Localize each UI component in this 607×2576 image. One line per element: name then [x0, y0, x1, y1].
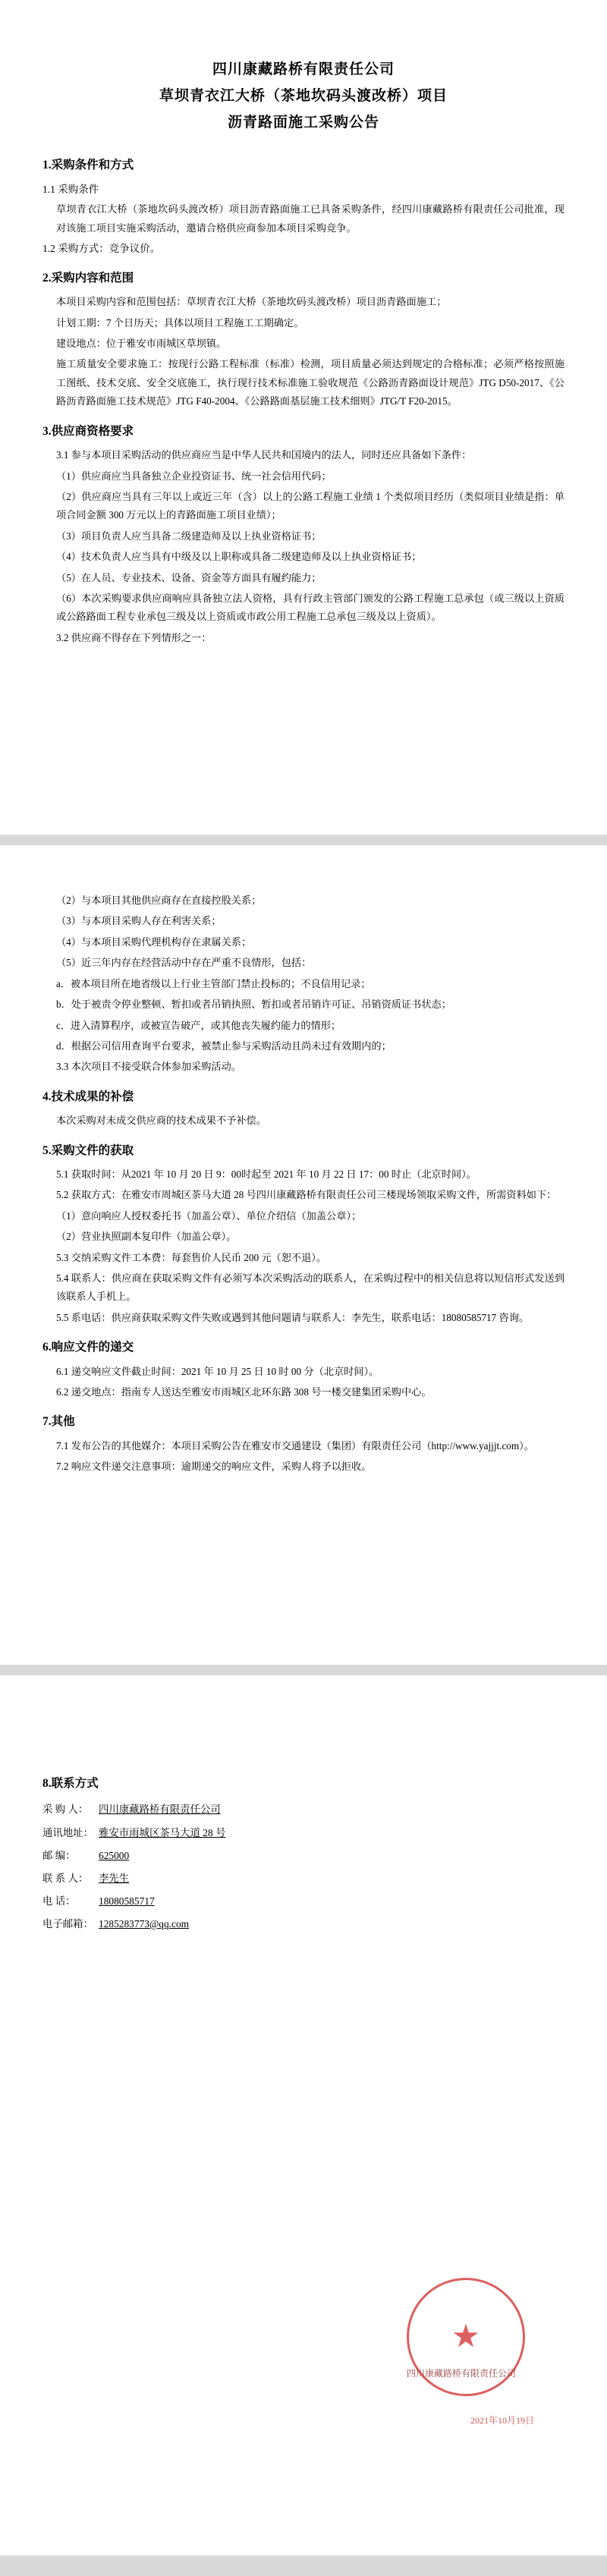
contact-label-buyer: 采 购 人：: [42, 1804, 89, 1816]
page-2: [0, 845, 607, 1665]
section-6-paragraph-2: 6.2 递交地点：指南专人送达至雅安市雨城区北环东路 308 号一楼交建集团采购中心。: [56, 1386, 432, 1398]
section-5-paragraph-1: 5.1 获取时间：从2021 年 10 月 20 日 9：00时起至 2021 年 10 月 22 日 17：00 时止（北京时间）。: [56, 1168, 476, 1180]
contact-row-email: [42, 1913, 565, 1936]
section-7-paragraph-1: 7.1 发布公告的其他媒介：本项目采购公告在雅安市交通建设（集团）有限责任公司（http://www.yajjjt.com）。: [56, 1439, 534, 1452]
section-3-item-2: （2）供应商应当具有三年以上或近三年（含）以上的公路工程施工业绩 1 个类似项目经历（类似项目业绩是指：单项合同金额 300 万元以上的青路面施工项目业绩）；: [56, 490, 565, 521]
section-5-paragraph-3: 5.3 交纳采购文件工本费：每套售价人民币 200 元（恕不退）。: [56, 1251, 327, 1263]
title-line-2: 草坝青衣江大桥（茶地坎码头渡改桥）项目: [159, 88, 448, 105]
section-3b-item-1: （2）与本项目其他供应商存在直接控股关系；: [56, 895, 262, 906]
section-3-item-3: （3）项目负责人应当具备二级建造师及以上执业资格证书；: [56, 530, 322, 542]
section-heading-4: 4.技术成果的补偿: [42, 1090, 134, 1103]
contact-label-address: 通讯地址：: [42, 1826, 93, 1838]
title-line-1: 四川康藏路桥有限责任公司: [212, 61, 395, 77]
section-3-item-4: （4）技术负责人应当具有中级及以上职称或具备二级建造师及以上执业资格证书；: [56, 551, 422, 563]
section-heading-7: 7.其他: [42, 1415, 75, 1429]
contact-value-phone: 18080585717: [99, 1895, 155, 1907]
section-2-paragraph-1: 本项目采购内容和范围包括：草坝青衣江大桥（茶地坎码头渡改桥）项目沥青路面施工；: [56, 296, 447, 308]
section-1-paragraph-1: 草坝青衣江大桥（茶地坎码头渡改桥）项目沥青路面施工已具备采购条件，经四川康藏路桥有限责任公司批准，现对该施工项目实施采购活动，邀请合格供应商参加本项目采购竞争。: [56, 203, 565, 234]
page-1: [0, 0, 607, 835]
contact-section: [42, 1774, 565, 1936]
section-heading-3: 3.供应商资格要求: [42, 424, 134, 438]
section-7-paragraph-2: 7.2 响应文件递交注意事项：逾期递交的响应文件，采购人将予以拒收。: [56, 1461, 372, 1473]
page-3: [0, 1675, 607, 2556]
section-3b-item-2: （3）与本项目采购人存在利害关系；: [56, 915, 222, 927]
contact-row-buyer: [42, 1798, 565, 1821]
document-title: [42, 56, 565, 136]
section-2-paragraph-3: 建设地点：位于雅安市雨城区草坝镇。: [56, 338, 227, 350]
section-2-paragraph-2: 计划工期：7 个日历天；具体以项目工程施工工期确定。: [56, 316, 304, 329]
section-5-paragraph-5: 5.5 系电话：供应商获取采购文件失败或遇到其他问题请与联系人：李先生，联系电话：18080585717 咨询。: [56, 1311, 530, 1323]
contact-row-person: [42, 1867, 565, 1890]
contact-value-person: 李先生: [99, 1872, 130, 1884]
contact-label-phone: 电 话：: [42, 1895, 76, 1907]
section-heading-2: 2.采购内容和范围: [42, 271, 134, 285]
contact-label-email: 电子邮箱：: [42, 1918, 93, 1930]
section-2-paragraph-4: 施工质量安全要求施工：按现行公路工程标准（标准）检测，项目质量必须达到规定的合格标准；必须严格按照施工图纸、技术交底、安全交底施工，执行现行技术标准施工验收规范《公路沥青路面设计规范》JTG D50-2017、《公路沥青路面施工技术规范》JTG F40-2004、《公路路面基层施工技术细则》JTG/T F20-2015。: [56, 358, 565, 407]
section-3b-subitem-c: c．进入清算程序，或被宣告破产，或其他丧失履约能力的情形；: [56, 1019, 341, 1031]
section-heading-8: 8.联系方式: [42, 1777, 99, 1790]
section-heading-6: 6.响应文件的递交: [42, 1341, 134, 1354]
section-3-item-5: （5）在人员、专业技术、设备、资金等方面具有履约能力；: [56, 571, 322, 583]
seal-date: 2021年10月19日: [470, 2415, 534, 2426]
section-5-paragraph-2: 5.2 获取方式：在雅安市周城区茶马大道 28 号四川康藏路桥有限责任公司三楼现场领取采购文件，所需资料如下：: [56, 1189, 557, 1201]
seal-org-name: 四川康藏路桥有限责任公司: [406, 2368, 516, 2379]
section-4-paragraph: 本次采购对未成交供应商的技术成果不予补偿。: [56, 1115, 266, 1127]
section-heading-1: 1.采购条件和方式: [42, 159, 134, 172]
section-1-sub-2: 1.2 采购方式：竞争议价。: [42, 243, 161, 255]
contact-value-address: 雅安市雨城区茶马大道 28 号: [99, 1826, 226, 1838]
section-heading-5: 5.采购文件的获取: [42, 1143, 134, 1157]
section-3b-item-4: （5）近三年内存在经营活动中存在严重不良情形，包括：: [56, 957, 312, 969]
section-3b-subitem-a: a．被本项目所在地省级以上行业主管部门禁止投标的；不良信用记录；: [56, 977, 371, 989]
section-3-paragraph-1: 3.1 参与本项目采购活动的供应商应当是中华人民共和国境内的法人，同时还应具备如下条件：: [56, 449, 472, 461]
section-5-item-1: （1）意向响应人授权委托书（加盖公章）、单位介绍信（加盖公章）；: [56, 1209, 362, 1222]
contact-value-buyer: 四川康藏路桥有限责任公司: [99, 1804, 221, 1816]
section-3b-item-3: （4）与本项目采购代理机构存在隶属关系；: [56, 936, 252, 948]
contact-value-postcode: 625000: [99, 1849, 130, 1861]
contact-value-email: 1285283773@qq.com: [99, 1918, 190, 1930]
section-5-paragraph-4: 5.4 联系人：供应商在获取采购文件有必须写本次采购活动的联系人，在采购过程中的相关信息将以短信形式发送到该联系人手机上。: [56, 1272, 565, 1303]
section-5-item-2: （2）营业执照副本复印件（加盖公章）。: [56, 1231, 237, 1243]
section-1-sub-1: 1.1 采购条件: [42, 183, 99, 195]
contact-label-postcode: 邮 编：: [42, 1849, 76, 1861]
section-6-paragraph-1: 6.1 递交响应文件截止时间：2021 年 10 月 25 日 10 时 00 分（北京时间）。: [56, 1365, 379, 1377]
section-3-paragraph-2: 3.2 供应商不得存在下列情形之一：: [56, 631, 212, 643]
star-icon: ★: [451, 2320, 480, 2354]
section-3b-paragraph: 3.3 本次项目不接受联合体参加采购活动。: [56, 1061, 241, 1073]
contact-label-person: 联 系 人：: [42, 1872, 89, 1884]
title-line-3: 沥青路面施工采购公告: [227, 115, 379, 131]
contact-row-address: [42, 1822, 565, 1845]
section-3b-subitem-d: d．根据公司信用查询平台要求，被禁止参与采购活动且尚未过有效期内的；: [56, 1040, 392, 1052]
section-3-item-1: （1）供应商应当具备独立企业投资证书、统一社会信用代码；: [56, 470, 332, 482]
section-3b-subitem-b: b．处于被责令停业整顿、暂扣或者吊销执照、暂扣或者吊销许可证、吊销资质证书状态；: [56, 999, 451, 1011]
contact-row-phone: [42, 1890, 565, 1913]
section-3-item-6: （6）本次采购要求供应商响应具备独立法人资格，具有行政主管部门颁发的公路工程施工总承包（或三级以上资质或公路路面工程专业承包三级及以上资质或市政公用工程施工总承包三级及以上资质）。: [56, 593, 565, 623]
contact-row-postcode: [42, 1845, 565, 1867]
